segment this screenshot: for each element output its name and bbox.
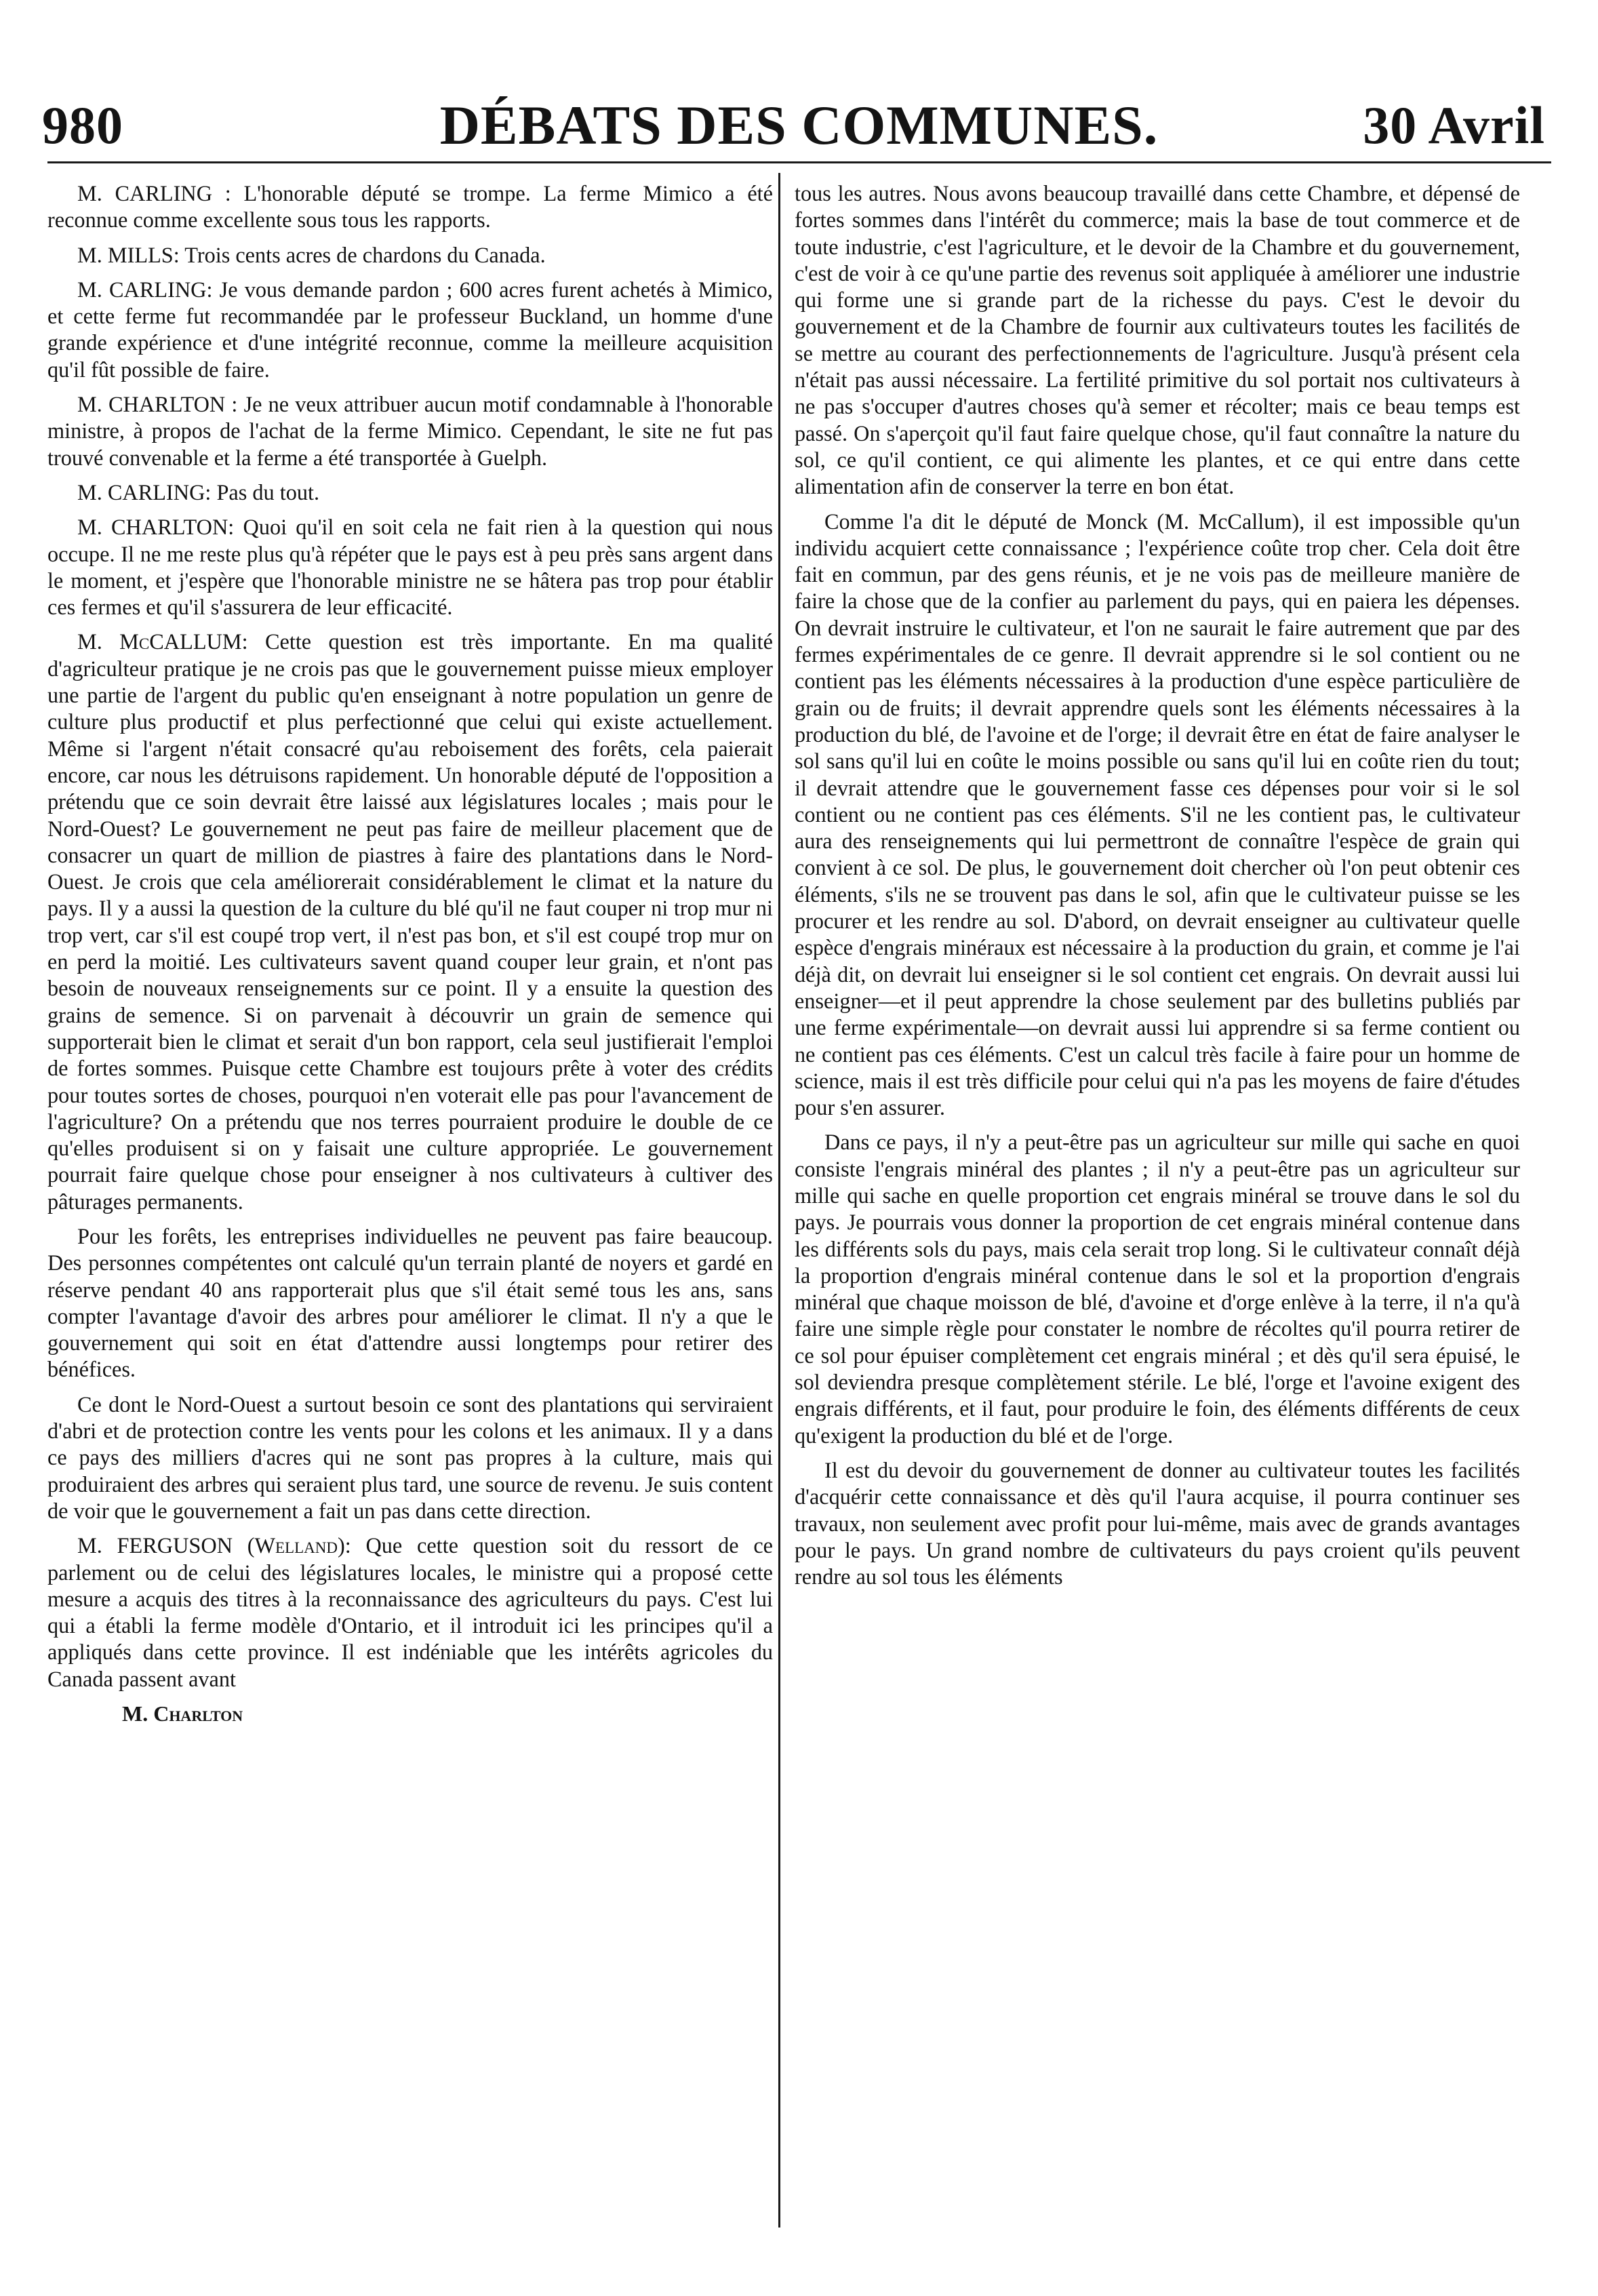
speech-text: Ce dont le Nord-Ouest a surtout besoin ce sont des plantations qui serviraient d'abri et de protection contre les vents pour les colons et les animaux. Il y a dans ce pays des milliers d'acres qui ne sont pas propres à la culture, mais qui produiraient des arbres qui seraient plus tard, une source de revenu. Je suis content de voir que le gouvernement a fait un pas dans cette direction.	[47, 1391, 773, 1523]
column-divider	[778, 173, 780, 2228]
speech-paragraph	[47, 277, 773, 383]
speaker-name: M. CHARLTON:	[77, 515, 235, 540]
speaker-name: M. FERGUSON (Welland):	[77, 1533, 351, 1558]
speech-paragraph	[795, 1129, 1520, 1449]
speech-paragraph	[47, 180, 773, 234]
header-rule	[47, 161, 1551, 163]
speech-paragraph	[47, 629, 773, 1215]
speech-text: Je ne veux attribuer aucun motif condamnable à l'honorable ministre, à propos de l'achat de la ferme Mimico. Cependant, le site ne fut pas trouvé convenable et la ferme a été transportée à Guelph.	[47, 392, 773, 470]
speech-paragraph	[47, 1223, 773, 1383]
speech-text: Que cette question soit du ressort de ce parlement ou de celui des législatures locales, le ministre qui a proposé cette mesure a acquis des titres à la reconnaissance des agriculteurs du pays. C'est lui qui a établi la ferme modèle d'Ontario, et il introduit ici les principes qu'il a appliqués dans cette province. Il est indéniable que les intérêts agricoles du Canada passent avant	[47, 1533, 773, 1691]
speech-paragraph	[47, 479, 773, 506]
speaker-name: M. McCALLUM:	[77, 629, 248, 654]
footer-speaker: M. Charlton	[122, 1701, 243, 1726]
speech-text: Quoi qu'il en soit cela ne fait rien à la question qui nous occupe. Il ne me reste plus qu'à répéter que le pays est à peu près sans argent dans le moment, et j'espère que l'honorable ministre ne se hâtera pas trop pour établir ces fermes et qu'il s'assurera de leur efficacité.	[47, 515, 773, 620]
speech-paragraph	[47, 514, 773, 620]
page-title: DÉBATS DES COMMUNES.	[439, 94, 1159, 156]
page-date: 30 Avril	[1363, 96, 1545, 155]
speech-paragraph	[795, 509, 1520, 1122]
speech-paragraph	[795, 180, 1520, 500]
speech-text: Dans ce pays, il n'y a peut-être pas un agriculteur sur mille qui sache en quoi consiste l'engrais minéral des plantes ; il n'y a peut-être pas un agriculteur sur mille qui sache en quelle proportion cet engrais minéral se trouve dans le sol du pays. Je pourrais vous donner la proportion de cet engrais minéral contenue dans les différents sols du pays, mais cela serait trop long. Si le cultivateur connaît déjà la proportion d'engrais minéral contenue dans le sol et la proportion d'engrais minéral que chaque moisson de blé, d'avoine et d'orge enlève à la terre, il n'a qu'à faire une simple règle pour constater le nombre de récoltes qu'il pourra retirer de ce sol pour épuiser complètement cet engrais minéral ; et dès qu'il sera épuisé, le sol deviendra presque complètement stérile. Le blé, l'orge et l'avoine exigent des engrais différents, et il faut, pour produire le foin, des éléments différents de ceux qu'exigent la production du blé et de l'orge.	[795, 1130, 1520, 1448]
speaker-name: M. CARLING :	[77, 181, 231, 205]
speech-text: Cette question est très importante. En ma qualité d'agriculteur pratique je ne crois pas que le gouvernement puisse mieux employer une partie de l'argent du public qu'en enseignant à notre population un genre de culture plus productif et plus perfectionné que celui qui existe actuellement. Même si l'argent n'était consacré qu'au reboisement des forêts, cela paierait encore, car nous les détruisons rapidement. Un honorable député de l'opposition a prétendu que ce soin devrait être laissé aux législatures locales ; mais pour le Nord-Ouest? Le gouvernement ne peut pas faire de meilleur placement que de consacrer un quart de million de piastres à faire des plantations dans le Nord-Ouest. Je crois que cela améliorerait considérablement le climat et la nature du pays. Il y a aussi la question de la culture du blé qu'il ne faut couper ni trop mur ni trop vert, car s'il est coupé trop vert, il n'est pas bon, et s'il est coupé trop mur on en perd la moitié. Les cultivateurs savent quand couper leur grain, et n'ont pas besoin de nouveaux renseignements sur ce point. Il y a ensuite la question des grains de semence. Si on parvenait à découvrir un grain de semence qui supporterait bien le climat et serait d'un bon rapport, cela seul justifierait l'emploi de fortes sommes. Puisque cette Chambre est toujours prête à voter des crédits pour toutes sortes de choses, pourquoi n'en voterait elle pas pour l'avancement de l'agriculture? On a prétendu que nos terres pourraient produire le double de ce qu'elles produisent si on y faisait une culture appropriée. Le gouvernement pourrait faire quelque chose pour enseigner à nos cultivateurs à cultiver des pâturages permanents.	[47, 629, 773, 1214]
speech-text: Il est du devoir du gouvernement de donner au cultivateur toutes les facilités d'acquérir cette connaissance et dès qu'il l'aura acquise, il pourra continuer ses travaux, non seulement avec profit pour lui-même, mais avec de grands avantages pour le pays. Un grand nombre de cultivateurs du pays croient qu'ils peuvent rendre au sol tous les éléments	[795, 1457, 1520, 1589]
speaker-name: M. MILLS:	[77, 242, 180, 267]
speaker-name: M. CARLING:	[77, 277, 213, 302]
speech-text: L'honorable député se trompe. La ferme Mimico a été reconnue comme excellente sous tous les rapports.	[47, 181, 773, 233]
speech-text: Pas du tout.	[216, 479, 320, 504]
speech-text: Pour les forêts, les entreprises individuelles ne peuvent pas faire beaucoup. Des personnes compétentes ont calculé qu'un terrain planté de noyers et gardé en réserve pendant 40 ans rapporterait plus que s'il était semé tous les ans, sans compter l'avantage d'avoir des arbres pour améliorer le climat. Il n'y a que le gouvernement qui soit en état d'attendre aussi longtemps pour retirer des bénéfices.	[47, 1223, 773, 1382]
speaker-name: M. CHARLTON :	[77, 392, 238, 417]
left-column	[47, 180, 773, 2255]
page-header	[0, 0, 1598, 156]
speech-paragraph	[47, 1532, 773, 1693]
speech-text: Trois cents acres de chardons du Canada.	[184, 242, 546, 267]
speech-paragraph	[47, 242, 773, 269]
speech-paragraph	[47, 391, 773, 471]
speech-paragraph	[47, 1391, 773, 1524]
speech-text: Je vous demande pardon ; 600 acres furent achetés à Mimico, et cette ferme fut recommandée par le professeur Buckland, un homme d'une grande expérience et d'une intégrité reconnue, comme la meilleure acquisition qu'il fût possible de faire.	[47, 277, 773, 382]
speaker-name: M. CARLING:	[77, 479, 212, 504]
speech-text: Comme l'a dit le député de Monck (M. McCallum), il est impossible qu'un individu acquiert cette connaissance ; l'expérience coûte trop cher. Cela doit être fait en commun, par des gens réunis, et je ne vois pas de meilleure manière de faire la chose que de la confier au parlement du pays, qui en paiera les dépenses. On devrait instruire le cultivateur, et l'on ne saurait le faire autrement que par des fermes expérimentales de ce genre. Il devrait apprendre si le sol contient ou ne contient pas les éléments nécessaires à la production d'une espèce particulière de grain ou de fruits; il devrait apprendre quels sont les éléments nécessaires à la production du blé, de l'avoine et de l'orge; il devrait être en état de faire analyser le sol sans qu'il lui en coûte le moins possible ou sans qu'il lui en coûte rien du tout; il devrait attendre que le gouvernement fasse ces dépenses pour voir si le sol contient ou ne contient pas ces éléments. S'il ne les contient pas, le cultivateur aura des renseignements qui lui permettront de connaître l'espèce de grain qui convient à ce sol. De plus, le gouvernement doit chercher où l'on peut obtenir ces éléments, s'ils ne se trouvent pas dans le sol, afin que le cultivateur puisse se les procurer et les rendre au sol. D'abord, on devrait enseigner au cultivateur quelle espèce d'engrais minéraux est nécessaire à la production du grain, et comme je l'ai déjà dit, on devrait lui enseigner si le sol contient cet engrais. On devrait aussi lui enseigner—et il peut apprendre la chose seulement par des bulletins publiés par une ferme expérimentale—on devrait aussi lui apprendre si sa ferme contient ou ne contient pas ces éléments. C'est un calcul très facile à faire pour un homme de science, mais il est très difficile pour celui qui n'a pas les moyens de faire d'études pour s'en assurer.	[795, 509, 1520, 1120]
right-column	[795, 180, 1520, 2255]
speech-text: tous les autres. Nous avons beaucoup travaillé dans cette Chambre, et dépensé de fortes sommes dans l'intérêt du commerce; mais la base de tout commerce et de toute industrie, c'est l'agriculture, et le devoir de la Chambre et du gouvernement, c'est de voir à ce qu'une partie des revenus soit appliquée à améliorer une industrie qui forme une si grande part de la richesse du pays. C'est le devoir du gouvernement et de la Chambre de fournir aux cultivateurs toutes les facilités de se mettre au courant des perfectionnements de l'agriculture. Jusqu'à présent cela n'était pas aussi nécessaire. La fertilité primitive du sol portait nos cultivateurs à ne pas s'occuper d'autres choses qu'à semer et récolter; mais ce beau temps est passé. On s'aperçoit qu'il faut faire quelque chose, qu'il faut connaître la nature du sol, ce qu'il contient, ce qui alimente les plantes, et ce qui entre dans cette alimentation afin de conserver la terre en bon état.	[795, 181, 1520, 499]
speech-paragraph	[795, 1457, 1520, 1590]
page-number: 980	[42, 96, 123, 155]
